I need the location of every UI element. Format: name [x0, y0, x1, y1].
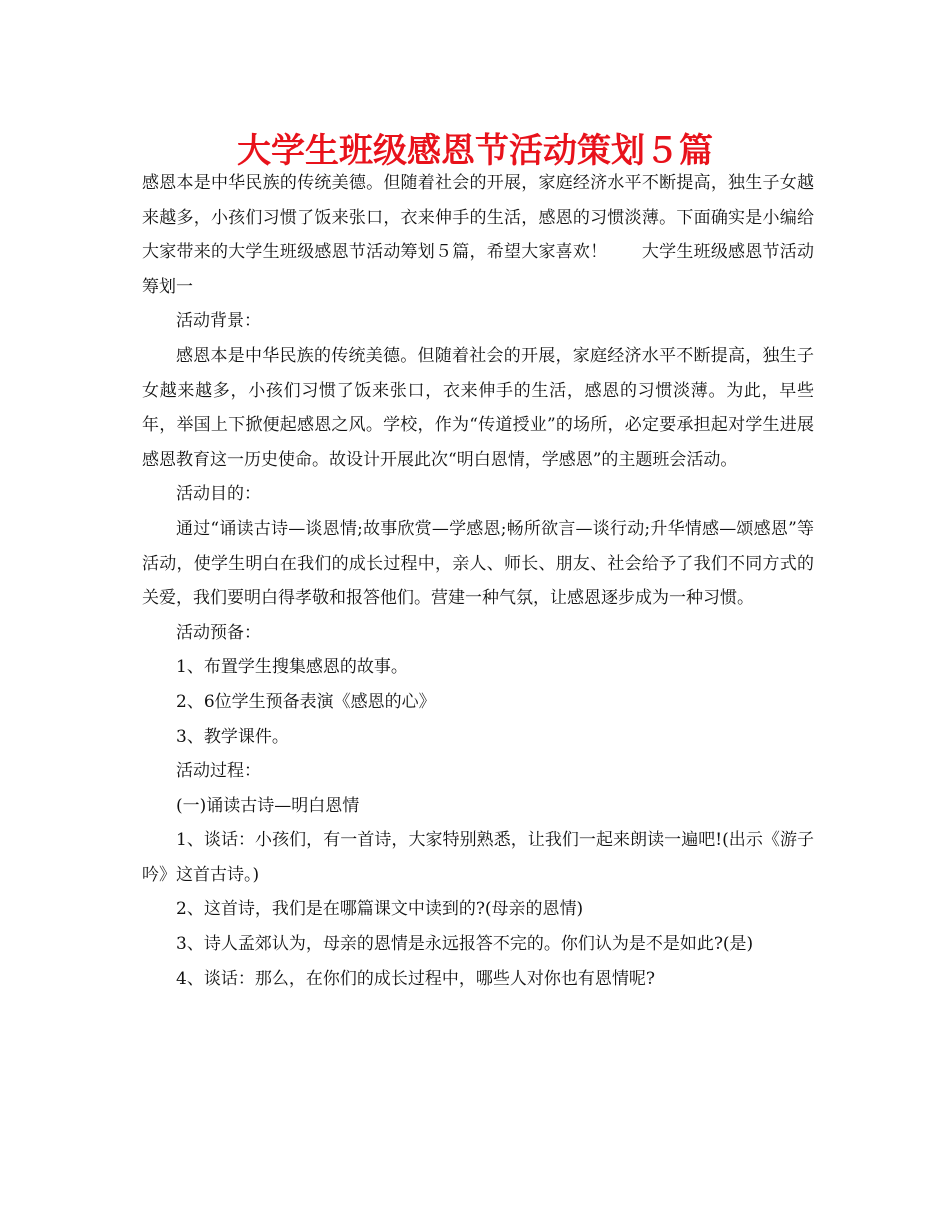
paragraph-intro: 感恩本是中华民族的传统美德。但随着社会的开展，家庭经济水平不断提高，独生子女越来越多，小孩们习惯了饭来张口，衣来伸手的生活，感恩的习惯淡薄。下面确实是小编给大家带来的大学生班级感恩节活动筹划５篇，希望大家喜欢！ 大学生班级感恩节活动筹划一: [142, 173, 814, 297]
heading-activity-purpose: 活动目的：: [176, 484, 261, 505]
heading-activity-process: 活动过程：: [176, 761, 261, 782]
heading-activity-preparation: 活动预备：: [176, 622, 261, 643]
list-item-process-1: 1、谈话：小孩们，有一首诗，大家特别熟悉，让我们一起来朗读一遍吧!(出示《游子吟》这首古诗。): [142, 830, 814, 885]
list-item-preparation-3: 3、教学课件。: [176, 726, 289, 747]
heading-activity-background: 活动背景：: [176, 311, 261, 332]
list-item-process-2: 2、这首诗，我们是在哪篇课文中读到的?(母亲的恩情): [176, 899, 584, 920]
document-body: [142, 166, 814, 996]
document-title: 大学生班级感恩节活动策划５篇: [237, 131, 713, 171]
list-item-preparation-1: 1、布置学生搜集感恩的故事。: [176, 657, 408, 678]
subheading-process-1: (一)诵读古诗—明白恩情: [176, 795, 360, 816]
paragraph-background: 感恩本是中华民族的传统美德。但随着社会的开展，家庭经济水平不断提高，独生子女越来越多，小孩们习惯了饭来张口，衣来伸手的生活，感恩的习惯淡薄。为此，早些年，举国上下掀便起感恩之风。学校，作为“传道授业”的场所，必定要承担起对学生进展感恩教育这一历史使命。故设计开展此次“明白恩情，学感恩”的主题班会活动。: [142, 345, 814, 470]
list-item-preparation-2: 2、6位学生预备表演《感恩的心》: [176, 691, 436, 712]
list-item-process-4: 4、谈话：那么，在你们的成长过程中，哪些人对你也有恩情呢?: [176, 968, 655, 989]
list-item-process-3: 3、诗人孟郊认为，母亲的恩情是永远报答不完的。你们认为是不是如此?(是): [176, 934, 754, 955]
paragraph-purpose: 通过“诵读古诗—谈恩情;故事欣赏—学感恩;畅所欲言—谈行动;升华情感—颂感恩”等活动，使学生明白在我们的成长过程中，亲人、师长、朋友、社会给予了我们不同方式的关爱，我们要明白得孝敬和报答他们。营建一种气氛，让感恩逐步成为一种习惯。: [142, 518, 814, 609]
